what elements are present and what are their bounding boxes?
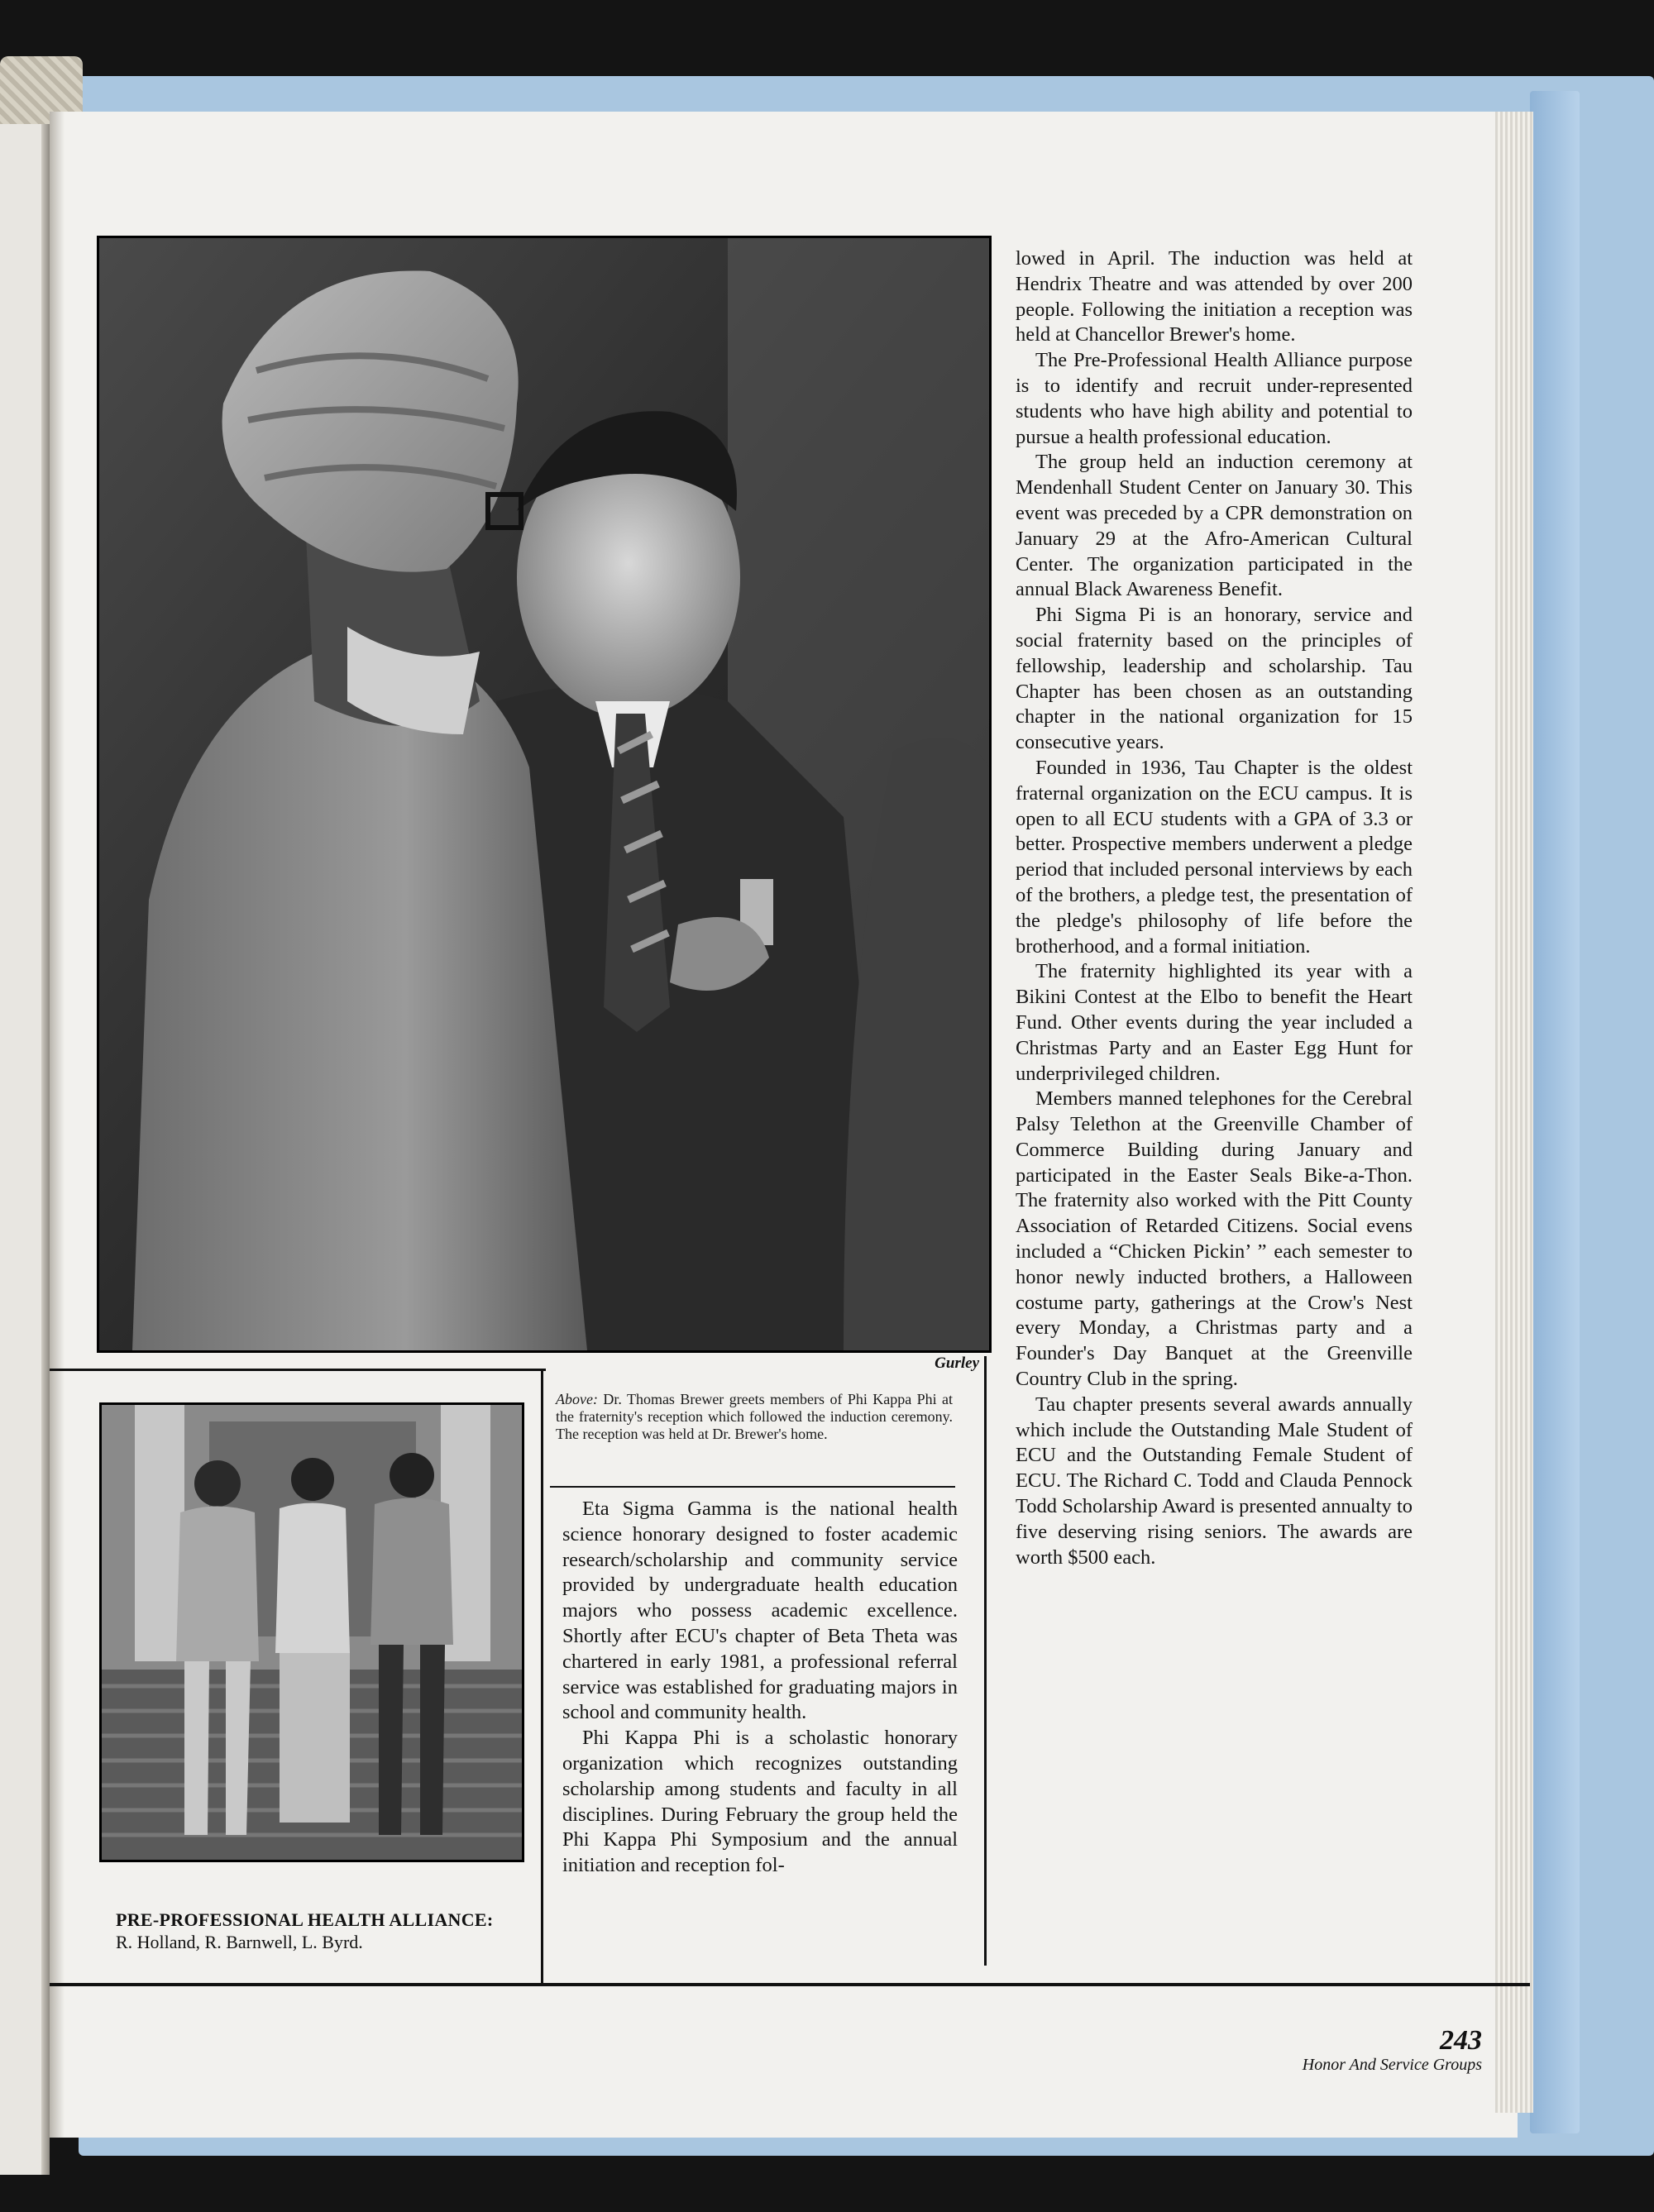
page-folio [1240,2026,1482,2075]
paragraph: Founded in 1936, Tau Chapter is the oldest fraternal organization on the ECU campus. It is open to all ECU students with a GPA of 3.3 or better. Prospective members underwent a pledge period that included personal interviews by each of the brothers, a pledge test, the presentation of the pledge's philosophy of life before the brotherhood, and a formal initiation. [1016,756,1413,958]
paragraph: Phi Sigma Pi is an honorary, service and social fraternity based on the principles of fellowship, leadership and scholarship. Tau Chapter has been chosen as an outstanding chapter in the national organization for 15 consecutive years. [1016,604,1413,754]
paragraph: Phi Kappa Phi is a scholastic honorary organization which recognizes outstanding scholarship among students and faculty in all disciplines. During February the group held the Phi Kappa Phi Symposium and the annual initiation and reception fol- [562,1727,958,1877]
group-photo-names: R. Holland, R. Barnwell, L. Byrd. [116,1932,363,1952]
photo-credit: Gurley [935,1354,979,1372]
paragraph: Tau chapter presents several awards annually which include the Outstanding Male Student of ECU and the Outstanding Female Student of ECU. The Richard C. Todd and Clauda Pennock Todd Scholarship Award is presented annualty to five deserving rising seniors. The awards are worth $500 each. [1016,1393,1413,1569]
page-stack-edge [1495,112,1533,2113]
divider-rule [50,1369,546,1371]
group-photo [99,1402,524,1862]
main-photo-caption [556,1391,953,1443]
divider-rule [984,1356,987,1966]
paragraph: Eta Sigma Gamma is the national health science honorary designed to foster academic research/scholarship and community service provided by undergraduate health education majors who possess academic excellence. Shortly after ECU's chapter of Beta Theta was chartered in early 1981, a professional referral service was established for graduating majors in school and community health. [562,1498,958,1724]
paragraph: The Pre-Professional Health Alliance purpose is to identify and recruit under-represented students who have high ability and potential to pursue a health professional education. [1016,349,1413,448]
paragraph: lowed in April. The induction was held at Hendrix Theatre and was attended by over 200 people. Following the initiation a reception was held at Chancellor Brewer's home. [1016,247,1413,346]
previous-page-edge [0,124,50,2175]
caption-text: Dr. Thomas Brewer greets members of Phi Kappa Phi at the fraternity's reception which followed the induction ceremony. The reception was held at Dr. Brewer's home. [556,1391,953,1442]
article-column-right [1016,246,1413,1570]
article-column-middle [562,1497,958,1879]
paragraph: Members manned telephones for the Cerebral Palsy Telethon at the Greenville Chamber of Commerce Building during January and participated in the Easter Seals Bike-a-Thon. The fraternity also worked with the Pitt County Association of Retarded Citizens. Social evens included a “Chicken Pickin’ ” each semester to honor newly inducted brothers, a Halloween costume party, gatherings at the Crow's Nest every Monday, a Christmas party and a Founder's Day Banquet at the Greenville Country Club in the spring. [1016,1087,1413,1391]
book-cover-spine [1530,91,1580,2133]
section-title: Honor And Service Groups [1302,2056,1482,2074]
page-number: 243 [1440,2025,1482,2056]
paragraph: The group held an induction ceremony at Mendenhall Student Center on January 30. This event was preceded by a CPR demonstration on January 29 at the Afro-American Cultural Center. The organization participated in the annual Black Awareness Benefit. [1016,451,1413,601]
paragraph: The fraternity highlighted its year with a Bikini Contest at the Elbo to benefit the Heart Fund. Other events during the year included a Christmas Party and an Easter Egg Hunt for underprivileged children. [1016,960,1413,1085]
divider-rule [550,1486,955,1488]
main-photo [97,236,992,1353]
caption-lead: Above: [556,1391,598,1407]
group-photo-caption [116,1909,546,1953]
divider-rule [541,1369,543,1983]
divider-rule [50,1983,1530,1986]
group-photo-title: PRE-PROFESSIONAL HEALTH ALLIANCE: [116,1909,494,1930]
page-gutter-shadow [50,112,65,2138]
